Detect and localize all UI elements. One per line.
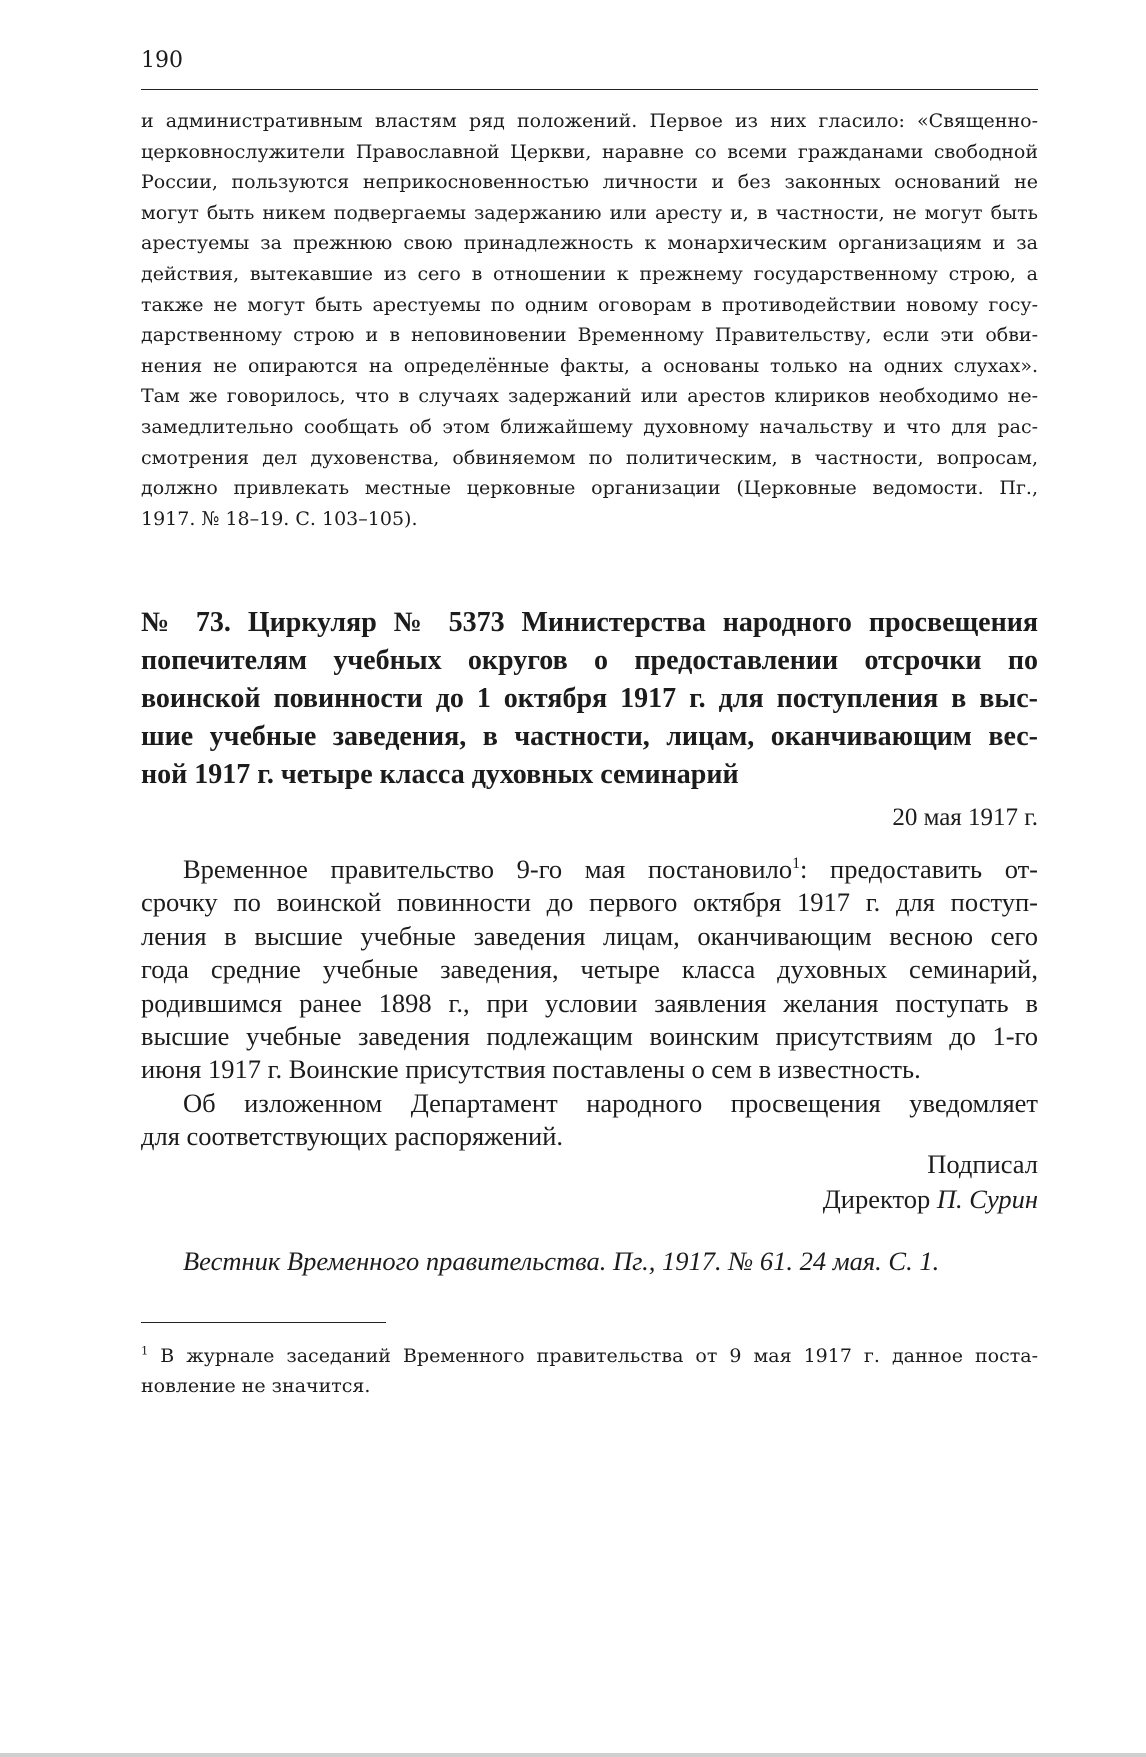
title-line: № 73. Циркуляр № 5373 Министерства народного просвещения (141, 607, 1038, 638)
intro-line: нения не опираются на определённые факты, а основаны только на одних слухах». (141, 354, 1038, 377)
title-line: попечителям учебных округов о предоставлении отсрочки по (141, 645, 1038, 676)
title-line: воинской повинности до 1 октября 1917 г. для поступления в выс- (141, 683, 1038, 714)
document-date: 20 мая 1917 г. (892, 804, 1038, 831)
intro-line: замедлительно сообщать об этом ближайшему духовному начальству и что для рас- (141, 415, 1038, 438)
source-citation: Вестник Временного правительства. Пг., 1917. № 61. 24 мая. С. 1. (183, 1246, 940, 1276)
footnote (141, 1341, 1038, 1401)
body-line: родившимся ранее 1898 г., при условии заявления желания поступать в (141, 987, 1038, 1018)
page-number: 190 (141, 48, 183, 73)
signature-signed: Подписал (927, 1149, 1038, 1179)
signature-position: Директор (822, 1184, 931, 1214)
footnote-marker: 1 (141, 1343, 149, 1358)
body-line: срочку по воинской повинности до первого октября 1917 г. для поступ- (141, 887, 1038, 918)
intro-line: Там же говорилось, что в случаях задержаний или арестов клириков необходимо не- (141, 385, 1038, 408)
footnote-line: новление не значится. (141, 1375, 371, 1397)
body-line: года средние учебные заведения, четыре класса духовных семинарий, (141, 954, 1038, 985)
footnote-line (141, 1341, 1038, 1371)
intro-line: могут быть никем подвергаемы задержанию или аресту и, в частности, не могут быть (141, 201, 1038, 224)
signature-name: П. Сурин (936, 1184, 1038, 1214)
intro-line: России, пользуются неприкосновенностью личности и без законных оснований не (141, 171, 1038, 194)
document-body (141, 853, 1038, 1154)
footnote-text: В журнале заседаний Временного правительства от 9 мая 1917 г. данное поста- (148, 1345, 1038, 1367)
title-line: шие учебные заведения, в частности, лицам, оканчивающим вес- (141, 721, 1038, 752)
footnote-rule (141, 1322, 386, 1323)
intro-line: арестуемы за прежнюю свою принадлежность к монархическим организациям и за (141, 232, 1038, 255)
bottom-edge (0, 1753, 1146, 1757)
body-line: высшие учебные заведения подлежащим воинским присутствиям до 1-го (141, 1021, 1038, 1052)
title-line: ной 1917 г. четыре класса духовных семинарий (141, 759, 739, 790)
body-line (141, 853, 1038, 886)
header-rule (141, 89, 1038, 90)
intro-paragraph (141, 106, 1038, 534)
intro-line: действия, вытекавшие из сего в отношении к прежнему государственному строю, а (141, 262, 1038, 285)
intro-line: 1917. № 18–19. С. 103–105). (141, 507, 418, 530)
body-text: Временное правительство 9-го мая постановило (183, 854, 793, 884)
intro-line: и административным властям ряд положений. Первое из них гласило: «Священно- (141, 110, 1038, 132)
signature-line (823, 1184, 1038, 1215)
footnote-ref: 1 (792, 855, 801, 873)
intro-line: церковнослужители Православной Церкви, наравне со всеми гражданами свободной (141, 140, 1038, 163)
intro-line: также не могут быть арестуемы по одним оговорам в противодействии новому госу- (141, 293, 1038, 316)
intro-line: дарственному строю и в неповиновении Временному Правительству, если эти обви- (141, 324, 1038, 347)
body-text: : предоставить от- (800, 854, 1038, 884)
document-title (141, 604, 1038, 794)
body-line: ления в высшие учебные заведения лицам, оканчивающим весною сего (141, 920, 1038, 951)
body-line: для соответствующих распоряжений. (141, 1121, 564, 1152)
body-line: июня 1917 г. Воинские присутствия поставлены о сем в известность. (141, 1054, 921, 1085)
intro-line: должно привлекать местные церковные организации (Церковные ведомости. Пг., (141, 477, 1038, 500)
intro-line: смотрения дел духовенства, обвиняемом по политическим, в частности, вопросам, (141, 446, 1038, 469)
body-line: Об изложенном Департамент народного просвещения уведомляет (183, 1087, 1038, 1118)
